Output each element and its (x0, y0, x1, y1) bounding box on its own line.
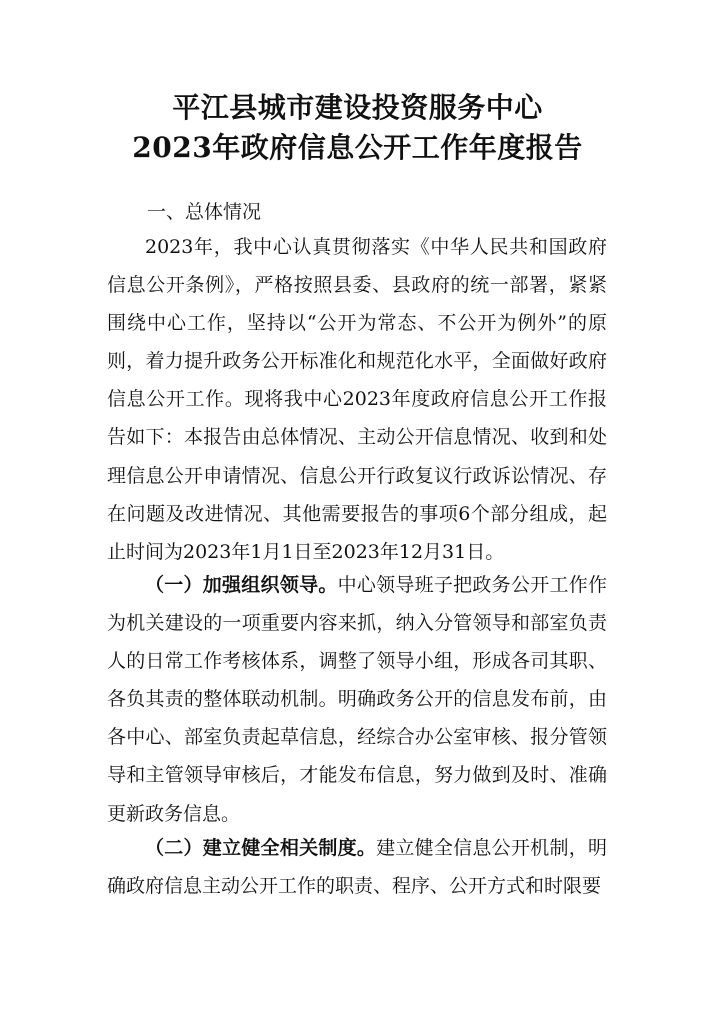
paragraph-body-systems: 建立健全信息公开机制，明确政府信息主动公开工作的职责、程序、公开方式和时限要 (107, 837, 607, 898)
document-title-line1: 平江县城市建设投资服务中心 (172, 91, 543, 124)
section-heading-overview: 一、总体情况 (147, 201, 262, 223)
paragraph-overview: 2023年，我中心认真贯彻落实《中华人民共和国政府信息公开条例》，严格按照县委、县政府的统一部署，紧紧围绕中心工作，坚持以“公开为常态、不公开为例外”的原则，着力提升政务公开标准化和规范化水平，全面做好政府信息公开工作。现将我中心2023年度政府信息公开工作报告如下：本报告由总体情况、主动公开信息情况、收到和处理信息公开申请情况、信息公开行政复议行政诉讼情况、存在问题及改进情况、其他需要报告的事项6个部分组成，起止时间为2023年1月1日至2023年12月31日。 (107, 236, 607, 563)
paragraph-lead-systems: （二）建立健全相关制度。 (145, 837, 377, 859)
paragraph-organization-leadership (107, 566, 607, 833)
document-title-line2: 2023年政府信息公开工作年度报告 (132, 131, 583, 164)
paragraph-systems (107, 829, 607, 905)
paragraph-lead-organization: （一）加强组织领导。 (145, 574, 338, 596)
paragraph-body-organization: 中心领导班子把政务公开工作作为机关建设的一项重要内容来抓，纳入分管领导和部室负责人的日常工作考核体系，调整了领导小组，形成各司其职、各负其责的整体联动机制。明确政务公开的信息发布前，由各中心、部室负责起草信息，经综合办公室审核、报分管领导和主管领导审核后，才能发布信息，努力做到及时、准确更新政务信息。 (107, 574, 607, 825)
